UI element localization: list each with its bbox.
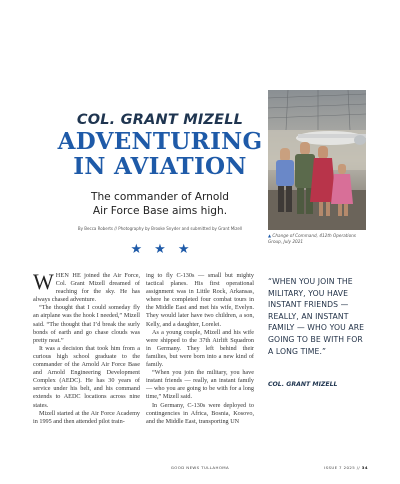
paragraph: “When you join the military, you have instant friends — really, an instant family — who you are going to be with for a long time,” Mizell said. [146, 369, 254, 401]
deck-line-1: The commander of Arnold [90, 191, 230, 203]
article-deck [30, 190, 290, 218]
footer-issue [310, 465, 368, 470]
paragraph: ing to fly C-130s — small but mighty tactical planes. His first operational assignment was in Little Rock, Arkansas, where he completed four combat tours in the Middle East and met his wife, Evelyn. They would later have two children, a son, Kelly, and a daughter, Lorelei. [146, 272, 254, 328]
photo-caption [268, 233, 368, 245]
paragraph: “The thought that I could someday fly an airplane was the hook I needed,” Mizell said. “The thought that I’d break the surly bonds of earth and go chase clouds was pretty neat.” [33, 304, 140, 344]
paragraph: In Germany, C-130s were deployed to contingencies in Africa, Bosnia, Kosovo, and the Middle East, transporting UN [146, 401, 254, 425]
star-icon: ★ [154, 242, 166, 257]
page-number: 34 [361, 465, 368, 470]
hangar-photo [268, 90, 366, 230]
star-icon: ★ [130, 242, 143, 257]
pull-quote: “WHEN YOU JOIN THE MILITARY, YOU HAVE INSTANT FRIENDS — REALLY, AN INSTANT FAMILY — WHO YOU ARE GOING TO BE WITH FOR A LONG TIME.” [268, 277, 365, 356]
paragraph [33, 269, 140, 304]
star-divider [120, 243, 200, 257]
footer-publication: GOOD NEWS TULLAHOMA [170, 465, 230, 470]
headline-line-2: IN AVIATION [73, 153, 247, 180]
article-kicker: COL. GRANT MIZELL [76, 112, 244, 128]
byline: By Becca Roberts // Photography by Brooke Snyder and submitted by Grant Mizell [77, 226, 243, 231]
headline-line-1: ADVENTURING [57, 128, 263, 155]
article-column-1 [33, 269, 140, 426]
article-headline [22, 129, 298, 179]
triangle-bullet-icon: ▲ [268, 233, 272, 238]
caption-line-2: Group, July 2021 [268, 239, 304, 244]
issue-label: ISSUE 7 2025 // [324, 465, 361, 470]
deck-line-2: Air Force Base aims high. [92, 205, 228, 217]
caption-line-1: Change of Command, 412th Operations [272, 233, 356, 238]
paragraph: It was a decision that took him from a curious high school graduate to the commander of the Arnold Air Force Base and Arnold Engineering Development Complex (AEDC). He has 30 years of service under his belt, and his command extends to AEDC locations across nine states. [33, 344, 140, 409]
hangar-photo-image [268, 90, 366, 230]
paragraph: As a young couple, Mizell and his wife were shipped to the 37th Airlift Squadron in Germany. They left behind their families, but were born into a new kind of family. [146, 328, 254, 369]
lead-in-caps: HEN HE [55, 272, 82, 279]
drop-cap: W [33, 269, 54, 294]
article-column-2 [146, 272, 254, 426]
pull-quote-attribution: COL. GRANT MIZELL [268, 381, 338, 388]
lead-paragraph-text: joined the Air Force, Col. Grant Mizell dreamed of reaching for the sky. He has always chased adventure. [33, 272, 140, 304]
star-icon: ★ [177, 242, 190, 257]
paragraph: Mizell started at the Air Force Academy in 1995 and then attended pilot train- [33, 409, 140, 425]
